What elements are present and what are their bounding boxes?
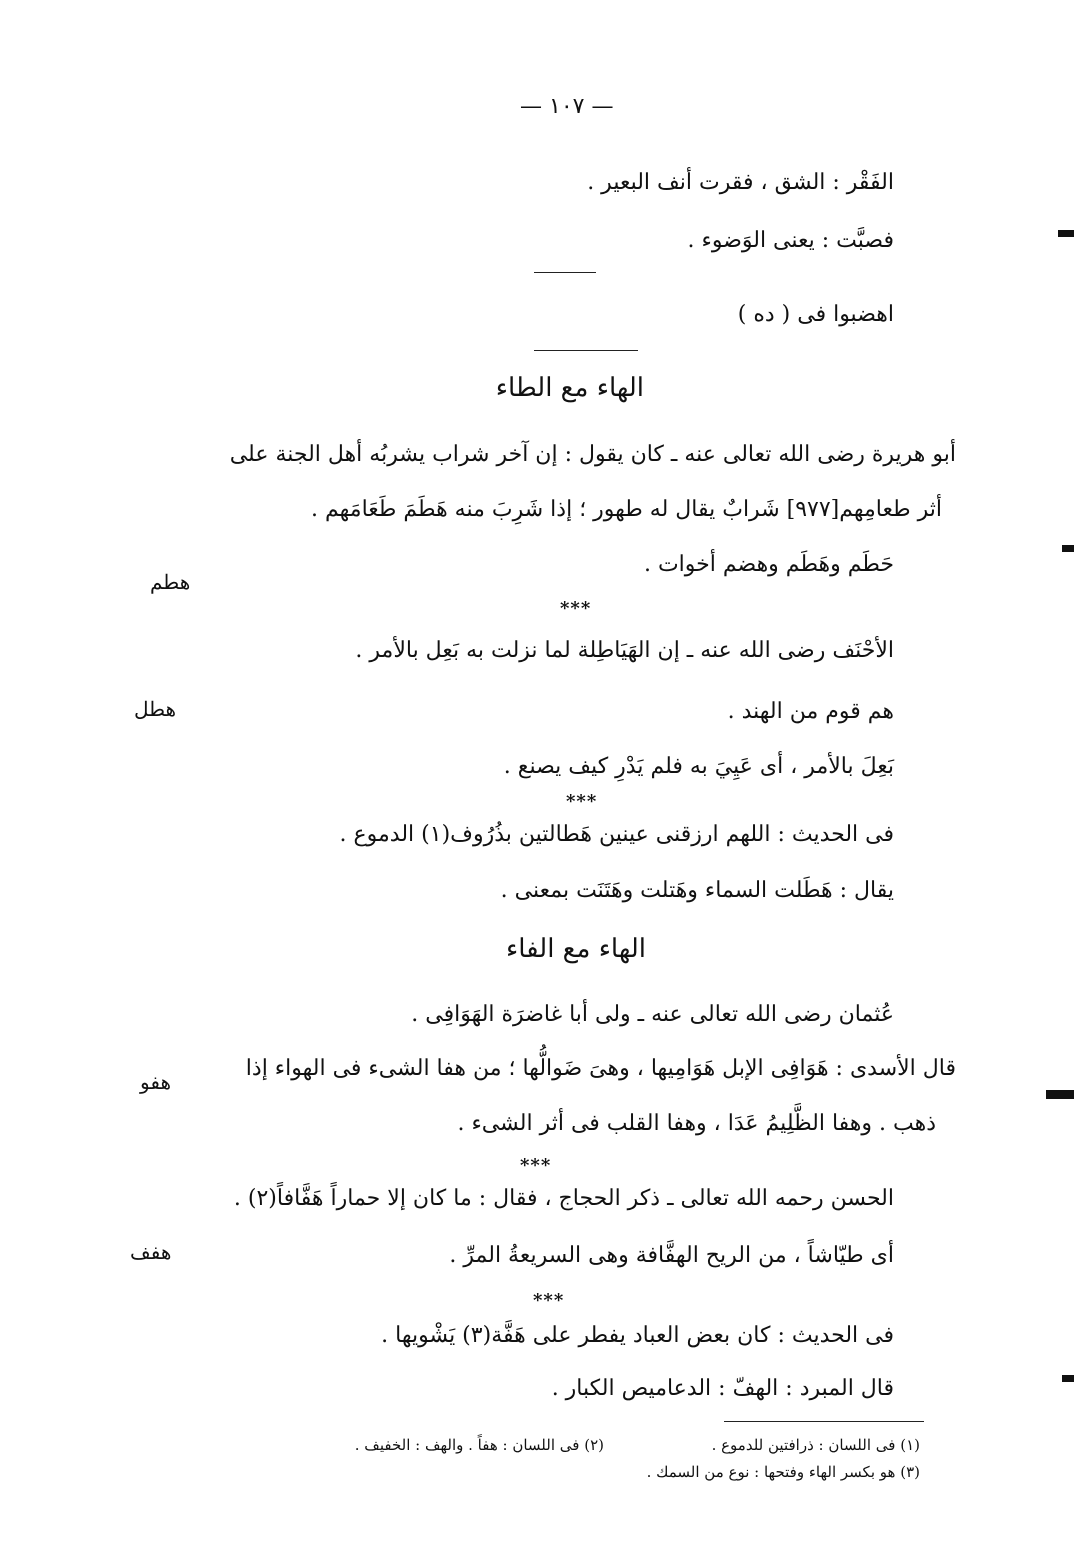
section-separator: ***	[560, 598, 592, 619]
divider	[534, 350, 638, 351]
divider	[534, 272, 596, 273]
text-line: فصبَّت : يعنى الوَضوء .	[687, 228, 894, 253]
section-heading: الهاء مع الطاء	[495, 373, 644, 403]
text-line: أثر طعامِهم[٩٧٧] شَرابٌ يقال له طهور ؛ إذا شَرِبَ منه هَطَمَ طَعَامَهم .	[311, 497, 942, 522]
scan-edge-mark	[1062, 545, 1074, 552]
footnote: (٢) فى اللسان : هفاً . والهف : الخفيف .	[354, 1436, 604, 1454]
text-line: بَعِلَ بالأمر ، أى عَيِيَ به فلم يَدْرِ كيف يصنع .	[503, 754, 894, 779]
text-line: الفَقْر : الشق ، فقرت أنف البعير .	[587, 170, 894, 195]
text-line: فى الحديث : كان بعض العباد يفطر على هَفَّة(٣) يَشْويها .	[381, 1323, 894, 1348]
margin-note: هطل	[134, 697, 177, 721]
text-line: أى طيّاشاً ، من الريح الهفَّافة وهى السريعةُ المرِّ .	[449, 1243, 894, 1268]
section-separator: ***	[520, 1155, 552, 1176]
text-line: حَطَم وهَطَم وهضم أخوات .	[643, 552, 894, 577]
section-separator: ***	[566, 791, 598, 812]
text-line: ذهب . وهفا الظَّلِيمُ عَدَا ، وهفا القلب فى أثر الشىء .	[457, 1111, 936, 1136]
text-line: الأحْنَف رضى الله عنه ـ إن الهَيَاطِلة لما نزلت به بَعِل بالأمر .	[355, 638, 894, 663]
scan-edge-mark	[1058, 230, 1074, 237]
scan-edge-mark	[1062, 1375, 1074, 1382]
text-line: فى الحديث : اللهم ارزقنى عينين هَطالتين بذُرُوف(١) الدموع .	[339, 822, 894, 847]
text-line: الحسن رحمه الله تعالى ـ ذكر الحجاج ، فقال : ما كان إلا حماراً هَفَّافاً(٢) .	[233, 1186, 894, 1211]
margin-note: هطم	[150, 570, 191, 594]
footnote: (١) فى اللسان : ذرافتين للدموع .	[711, 1436, 920, 1454]
text-line: قال المبرد : الهفّ : الدعاميص الكبار .	[551, 1376, 894, 1401]
cross-reference: اهضبوا فى ( ده )	[737, 302, 894, 327]
text-line: هم قوم من الهند .	[727, 699, 894, 724]
margin-note: هفف	[130, 1240, 172, 1264]
section-separator: ***	[533, 1290, 565, 1311]
margin-note: هفو	[140, 1070, 171, 1094]
section-heading: الهاء مع الفاء	[505, 934, 646, 964]
text-line: قال الأسدى : هَوَافِى الإبل هَوَامِيها ، وهىَ ضَوالُّها ؛ من هفا الشىء فى الهواء إذا	[245, 1056, 956, 1081]
page-number: — ١٠٧ —	[520, 94, 614, 119]
text-line: أبو هريرة رضى الله تعالى عنه ـ كان يقول : إن آخر شراب يشربُه أهل الجنة على	[229, 442, 956, 467]
scan-edge-mark	[1046, 1090, 1074, 1099]
text-line: يقال : هَطَلت السماء وهَتلت وهَتَنَت بمعنى .	[500, 878, 894, 903]
text-line: عُثمان رضى الله تعالى عنه ـ ولى أبا غاضرَة الهَوَافِى .	[411, 1002, 894, 1027]
footnote: (٣) هو بكسر الهاء وفتحها : نوع من السمك .	[646, 1463, 920, 1481]
footnote-divider	[724, 1421, 924, 1422]
